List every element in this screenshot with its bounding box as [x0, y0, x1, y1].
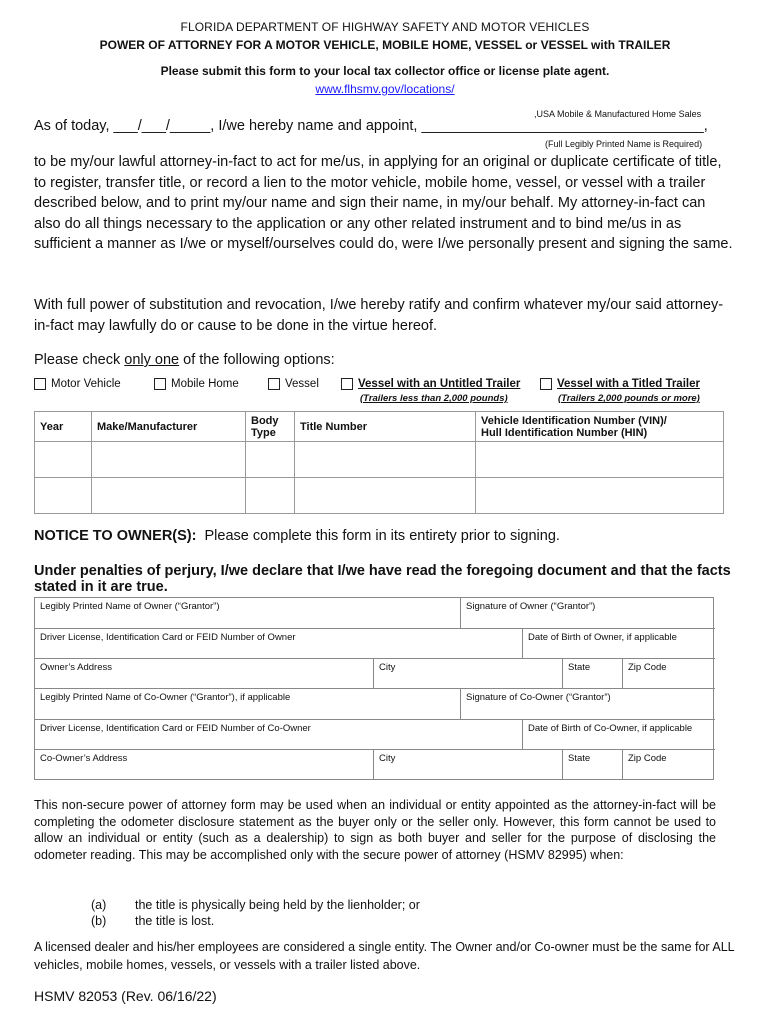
owner-dob-field[interactable]: Date of Birth of Owner, if applicable — [522, 628, 715, 658]
coowner-name-field[interactable]: Legibly Printed Name of Co-Owner (“Grantor”), if applicable — [35, 688, 460, 719]
option-vessel[interactable]: Vessel — [268, 378, 319, 390]
checkbox[interactable] — [268, 378, 280, 390]
checkbox[interactable] — [341, 378, 353, 390]
title-number-input[interactable] — [295, 442, 476, 478]
vin-input[interactable] — [476, 442, 724, 478]
form-title: POWER OF ATTORNEY FOR A MOTOR VEHICLE, MOBILE HOME, VESSEL or VESSEL with TRAILER — [99, 38, 671, 52]
item-a-text: the title is physically being held by the lienholder; or — [135, 898, 420, 912]
body-type-input[interactable] — [246, 442, 295, 478]
titled-trailer-note: (Trailers 2,000 pounds or more) — [558, 393, 700, 404]
owner-zip-field[interactable]: Zip Code — [622, 658, 715, 688]
vehicle-table — [34, 411, 724, 514]
owner-dl-field[interactable]: Driver License, Identification Card or FEID Number of Owner — [35, 628, 522, 658]
fullname-note: (Full Legibly Printed Name is Required) — [545, 139, 703, 149]
notice-to-owner — [34, 528, 560, 544]
item-b-text: the title is lost. — [135, 914, 215, 928]
vehicle-table-header — [35, 412, 724, 442]
authority-paragraph: to be my/our lawful attorney-in-fact to act for me/us, in applying for an original or duplicate certificate of title, to register, transfer title, or record a lien to the motor vehicle, mobile home, vessel, or vessel with a trailer described below, and to print my/our name and sign their name, in my/our behalf. My attorney-in-fact can also do all things necessary to the application or any other related instrument and to bind me/us in as sufficient a manner as I/we or myself/ourselves could do, were I/we personally present and signing the same. — [34, 154, 733, 252]
year-input[interactable] — [35, 478, 92, 514]
option-untitled-trailer[interactable]: Vessel with an Untitled Trailer — [341, 378, 520, 390]
coowner-city-field[interactable]: City — [373, 749, 562, 780]
owner-fields-box — [34, 597, 714, 780]
coowner-state-field[interactable]: State — [562, 749, 622, 780]
disclosure-paragraph: This non-secure power of attorney form may be used when an individual or entity appointed as the attorney-in-fact will be completing the odometer disclosure statement as the buyer only or the seller only. However, this form cannot be used to allow an individual or entity (such as a dealership) to sign as both buyer and seller for the purpose of disclosing the odometer reading. This may be accomplished only with the secure power of attorney (HSMV 82995) when: — [34, 798, 716, 862]
form-number: HSMV 82053 (Rev. 06/16/22) — [34, 988, 217, 1004]
coowner-dob-field[interactable]: Date of Birth of Co-Owner, if applicable — [522, 719, 715, 749]
year-input[interactable] — [35, 442, 92, 478]
col-body-type: Body Type — [246, 412, 295, 442]
option-titled-trailer[interactable]: Vessel with a Titled Trailer — [540, 378, 700, 390]
vin-input[interactable] — [476, 478, 724, 514]
table-row — [35, 478, 724, 514]
notice-label: NOTICE TO OWNER(S): — [34, 528, 197, 544]
coowner-signature-field[interactable]: Signature of Co-Owner (“Grantor”) — [460, 688, 715, 719]
submit-note: Please submit this form to your local tax collector office or license plate agent. — [160, 64, 610, 78]
owner-state-field[interactable]: State — [562, 658, 622, 688]
owner-address-field[interactable]: Owner’s Address — [35, 658, 373, 688]
owner-signature-field[interactable]: Signature of Owner (“Grantor”) — [460, 598, 715, 628]
perjury-statement: Under penalties of perjury, I/we declare that I/we have read the foregoing document and that the facts stated in it are true. — [34, 563, 731, 595]
body-type-input[interactable] — [246, 478, 295, 514]
agency-name: FLORIDA DEPARTMENT OF HIGHWAY SAFETY AND MOTOR VEHICLES — [180, 20, 590, 34]
coowner-zip-field[interactable]: Zip Code — [622, 749, 715, 780]
as-of-today-line: As of today, ___/___/_____, I/we hereby name and appoint, ___________________________________, — [34, 118, 708, 134]
owner-city-field[interactable]: City — [373, 658, 562, 688]
option-mobile-home[interactable]: Mobile Home — [154, 378, 239, 390]
checkbox[interactable] — [34, 378, 46, 390]
make-input[interactable] — [92, 442, 246, 478]
notice-text: Please complete this form in its entirety prior to signing. — [204, 528, 560, 544]
col-title-number: Title Number — [295, 412, 476, 442]
licensed-dealer-note: A licensed dealer and his/her employees are considered a single entity. The Owner and/or Co-owner must be the same for ALL vehicles, mobile homes, vessels, or vessels with a trailer listed above. — [34, 940, 735, 972]
checkbox[interactable] — [154, 378, 166, 390]
appointee-field-value[interactable]: ,USA Mobile & Manufactured Home Sales — [534, 109, 702, 119]
untitled-trailer-note: (Trailers less than 2,000 pounds) — [360, 393, 508, 404]
make-input[interactable] — [92, 478, 246, 514]
table-row — [35, 442, 724, 478]
item-b-label: (b) — [91, 914, 107, 928]
option-motor-vehicle[interactable]: Motor Vehicle — [34, 378, 121, 390]
coowner-dl-field[interactable]: Driver License, Identification Card or FEID Number of Co-Owner — [35, 719, 522, 749]
locations-link[interactable]: www.flhsmv.gov/locations/ — [315, 82, 455, 96]
col-year: Year — [35, 412, 92, 442]
coowner-address-field[interactable]: Co-Owner’s Address — [35, 749, 373, 780]
col-make: Make/Manufacturer — [92, 412, 246, 442]
item-a-label: (a) — [91, 898, 107, 912]
col-vin: Vehicle Identification Number (VIN)/ Hull Identification Number (HIN) — [476, 412, 724, 442]
options-prompt: Please check only one of the following options: — [34, 352, 335, 368]
title-number-input[interactable] — [295, 478, 476, 514]
ratify-paragraph: With full power of substitution and revocation, I/we hereby ratify and confirm whatever my/our said attorney-in-fact may lawfully do or cause to be done in the virtue hereof. — [34, 297, 724, 334]
only-one-emphasis: only one — [124, 352, 180, 368]
owner-name-field[interactable]: Legibly Printed Name of Owner (“Grantor”) — [40, 601, 220, 612]
checkbox[interactable] — [540, 378, 552, 390]
